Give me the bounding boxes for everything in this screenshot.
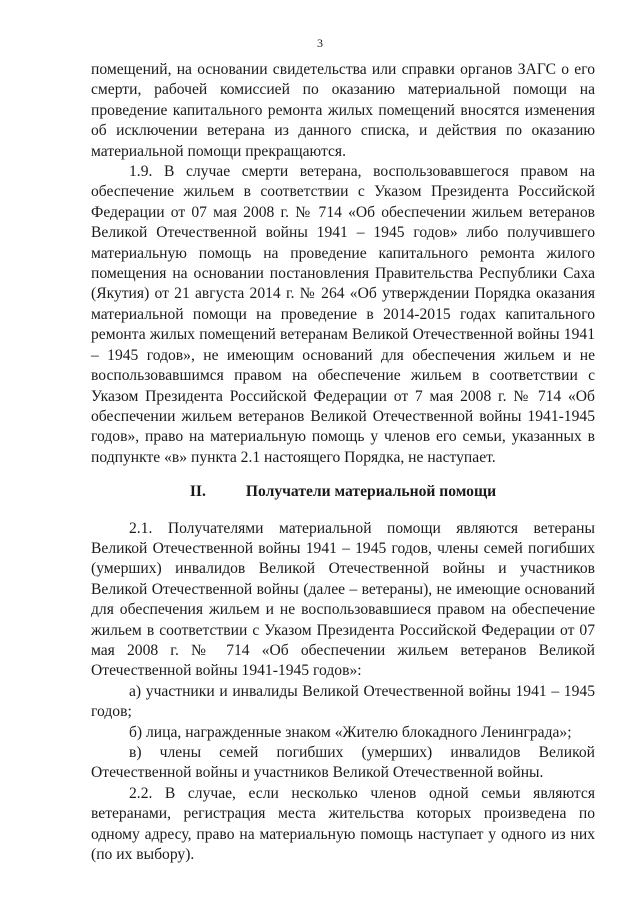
section-number: II. — [189, 483, 206, 501]
section-heading — [91, 482, 595, 502]
list-item-a: а) участники и инвалиды Великой Отечественной войны 1941 – 1945 годов; — [91, 682, 595, 721]
list-item-v: в) члены семей погибших (умерших) инвалидов Великой Отечественной войны и участников Великой Отечественной войны. — [91, 744, 595, 782]
paragraph-continuation: помещений, на основании свидетельства или справки органов ЗАГС о его смерти, рабочей комиссией по оказанию материальной помощи на проведение капитального ремонта жилых помещений вносятся изменения об исключении ветерана из данного списка, и действия по оказанию материальной помощи прекращаются. — [91, 61, 595, 160]
paragraph-2-2: 2.2. В случае, если несколько членов одной семьи являются ветеранами, регистрация места жительства которых произведена по одному адресу, право на материальную помощь наступает у одного из них (по их выбору). — [91, 784, 595, 864]
paragraph-1-9: 1.9. В случае смерти ветерана, воспользовавшегося правом на обеспечение жильем в соответствии с Указом Президента Российской Федерации от 07 мая 2008 г. № 714 «Об обеспечении жильем ветеранов Великой Отечественной войны 1941 – 1945 годов» либо получившего материальную помощь на проведение капитального ремонта жилого помещения на основании постановления Правительства Республики Саха (Якутия) от 21 августа 2014 г. № 264 «Об утверждении Порядка оказания материальной помощи на проведение в 2014-2015 годах капитального ремонта жилых помещений ветеранам Великой Отечественной войны 1941 – 1945 годов», не имеющим оснований для обеспечения жильем и не воспользовавшимся правом на обеспечение жильем в соответствии с Указом Президента Российской Федерации от 7 мая 2008 г. № 714 «Об обеспечении жильем ветеранов Великой Отечественной войны 1941-1945 годов», право на материальную помощь у членов его семьи, указанных в подпункте «в» пункта 2.1 настоящего Порядка, не наступает. — [91, 163, 595, 466]
section-title: Получатели материальной помощи — [245, 483, 497, 501]
paragraph-2-1: 2.1. Получателями материальной помощи являются ветераны Великой Отечественной войны 1941 – 1945 годов, члены семей погибших (умерших) инвалидов Великой Отечественной войны и участников Великой Отечественной войны (далее – ветераны), не имеющие оснований для обеспечения жильем и не воспользовавшиеся правом на обеспечение жильем в соответствии с Указом Президента Российской Федерации от 07 мая 2008 г. № 714 «Об обеспечении жильем ветеранов Великой Отечественной войны 1941-1945 годов»: — [91, 519, 595, 680]
list-item-b: б) лица, награжденные знаком «Жителю блокадного Ленинграда»; — [129, 723, 572, 741]
page-number: 3 — [317, 36, 323, 50]
document-body — [91, 60, 595, 865]
